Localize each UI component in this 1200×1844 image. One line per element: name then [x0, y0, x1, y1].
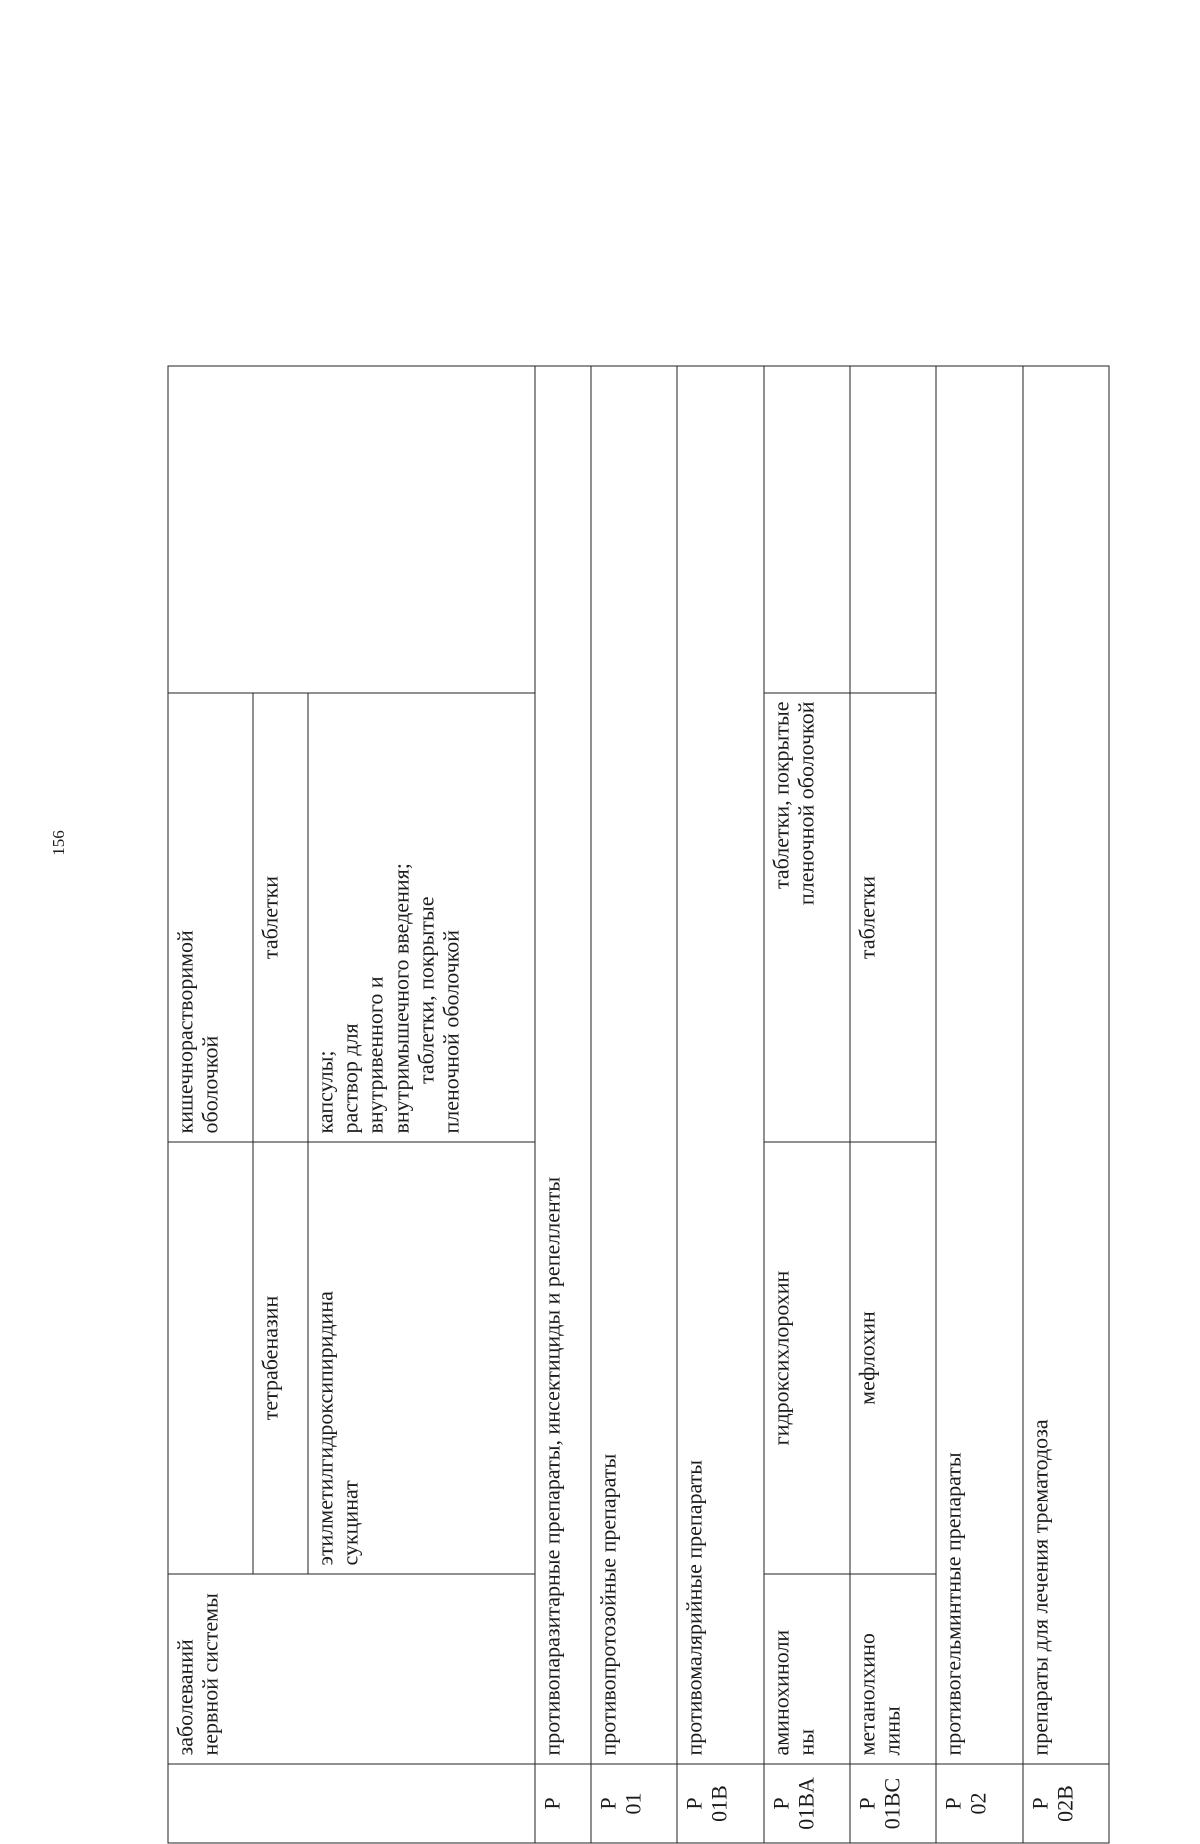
row-name-cell: [591, 366, 677, 1764]
empty-extra-cell: [168, 366, 535, 693]
row-1-name: противопротозойные препараты: [595, 1453, 621, 1756]
continuation-drug-0-forms: кишечнорастворимой оболочкой: [172, 930, 223, 1134]
row-3-group: аминохиноли ны: [768, 1629, 819, 1756]
row-2-name: противомалярийные препараты: [681, 1459, 707, 1756]
continuation-group-cell: [168, 1574, 535, 1764]
row-5-code: P 02: [940, 1792, 991, 1815]
row-name-cell: [535, 366, 591, 1764]
row-code-cell: [764, 1764, 850, 1843]
page-number: 156: [49, 830, 68, 856]
row-4-group: метанолхино лины: [854, 1633, 905, 1756]
row-4-forms: таблетки: [854, 875, 880, 960]
row-3-code: P 01BA: [768, 1777, 819, 1830]
continuation-forms-cell: [168, 693, 253, 1142]
drug-name-cell: [308, 1142, 535, 1574]
row-5-name: противогельминтные препараты: [940, 1452, 966, 1756]
row-0-name: противопаразитарные препараты, инсектициды и репелленты: [539, 1176, 565, 1756]
row-code-cell: [591, 1764, 677, 1843]
rotated-table-container: [168, 367, 1110, 1844]
continuation-group-label: заболеваний нервной системы: [172, 1593, 223, 1756]
row-name-cell: [1023, 366, 1109, 1764]
row-6-code: P 02B: [1027, 1785, 1078, 1822]
row-code-cell: [936, 1764, 1022, 1843]
drug-emhps-forms: капсулы; раствор для внутривенного и внутримышечного введения; таблетки, покрытые пленочной оболочкой: [312, 863, 464, 1134]
continuation-code-cell: [168, 1764, 535, 1843]
drug-forms-cell: [253, 693, 308, 1142]
row-0-code: P: [539, 1797, 565, 1810]
row-extra-cell: [764, 366, 850, 693]
continuation-drug-cell: [168, 1142, 253, 1574]
drug-forms-cell: [308, 693, 535, 1142]
row-drug-cell: [764, 1142, 850, 1574]
row-2-code: P 01B: [681, 1785, 732, 1822]
row-6-name: препараты для лечения трематодоза: [1027, 1419, 1053, 1756]
drug-tetrabenazine-forms: таблетки: [257, 875, 283, 960]
drug-emhps-name: этилметилгидроксипиридина сукцинат: [312, 1291, 363, 1566]
row-name-cell: [936, 366, 1022, 1764]
row-code-cell: [677, 1764, 763, 1843]
row-forms-cell: [850, 693, 936, 1142]
row-group-cell: [850, 1574, 936, 1764]
row-code-cell: [850, 1764, 936, 1843]
row-1-code: P 01: [595, 1792, 646, 1815]
row-4-drug: мефлохин: [854, 1311, 880, 1405]
drug-tetrabenazine-name: тетрабеназин: [257, 1295, 283, 1421]
row-3-forms: таблетки, покрытые пленочной оболочкой: [768, 701, 819, 906]
row-4-code: P 01BC: [854, 1777, 905, 1830]
row-code-cell: [1023, 1764, 1109, 1843]
row-3-drug: гидроксихлорохин: [768, 1270, 794, 1446]
drug-table: [168, 366, 1110, 1844]
row-extra-cell: [850, 366, 936, 693]
row-forms-cell: [764, 693, 850, 1142]
row-group-cell: [764, 1574, 850, 1764]
row-name-cell: [677, 366, 763, 1764]
drug-name-cell: [253, 1142, 308, 1574]
row-drug-cell: [850, 1142, 936, 1574]
row-code-cell: [535, 1764, 591, 1843]
